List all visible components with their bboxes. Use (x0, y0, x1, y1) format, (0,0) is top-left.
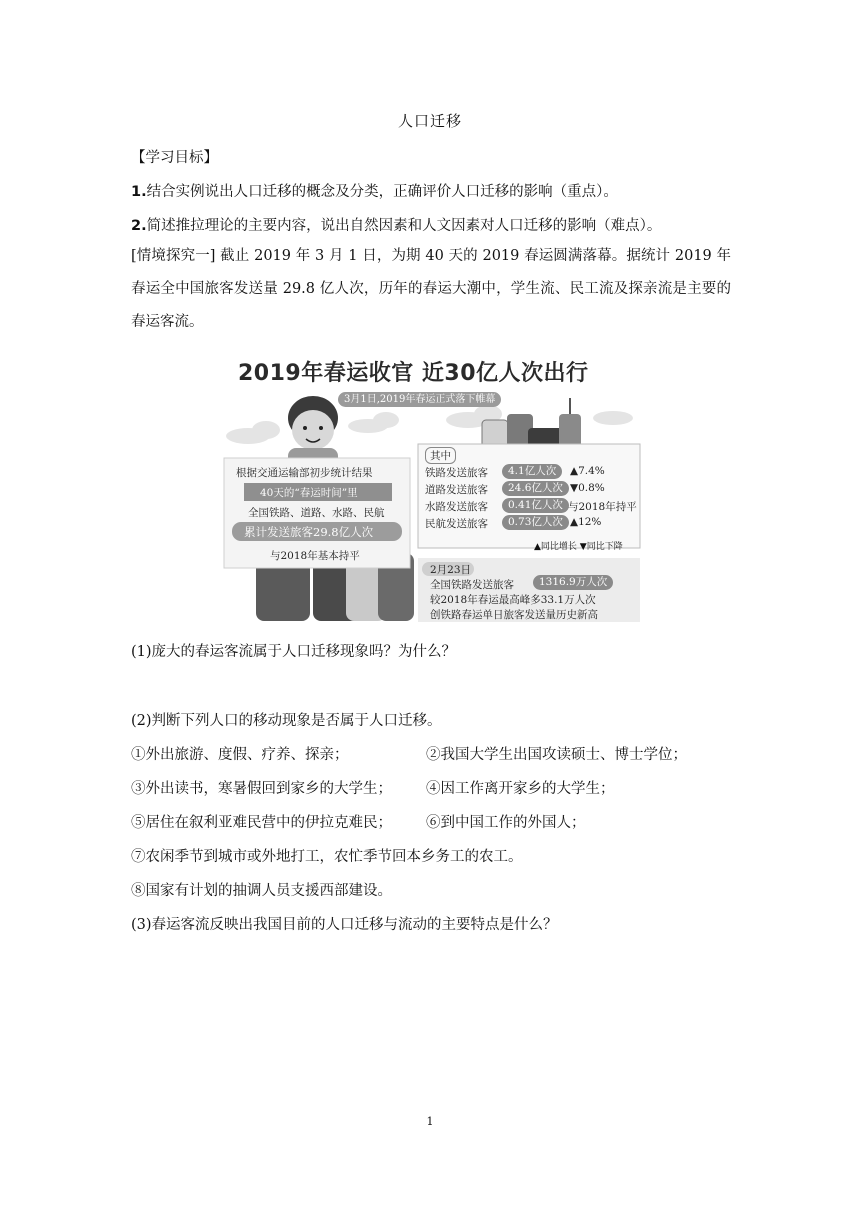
date-line-1-label: 全国铁路发送旅客 (430, 579, 514, 591)
water-value: 0.41亿人次 (502, 498, 569, 513)
question-2: (2)判断下列人口的移动现象是否属于人口迁移。 (131, 713, 442, 729)
page-title: 人口迁移 (397, 112, 462, 130)
item-3: ③外出读书，寒暑假回到家乡的大学生； (131, 781, 392, 797)
item-1: ①外出旅游、度假、疗养、探亲； (131, 747, 349, 763)
infographic-headline: 2019年春运收官 近30亿人次出行 (238, 361, 589, 386)
left-line-1: 根据交通运输部初步统计结果 (236, 467, 373, 479)
air-value: 0.73亿人次 (502, 515, 569, 530)
road-label: 道路发送旅客 (425, 484, 488, 496)
legend: ▲同比增长 ▼同比下降 (534, 542, 623, 552)
left-line-4: 累计发送旅客29.8亿人次 (244, 525, 374, 539)
date-line-1-value: 1316.9万人次 (533, 575, 613, 590)
objectives-header: 【学习目标】 (131, 150, 218, 166)
among-label: 其中 (425, 447, 456, 464)
scenario-paragraph: [情境探究一] 截止 2019 年 3 月 1 日，为期 40 天的 2019 春运圆满落幕。据统计 2019 年春运全中国旅客发送量 29.8 亿人次，历年的春运大潮中，学生流、民工流及探亲流是主要的春运客流。 (131, 248, 731, 330)
rail-label: 铁路发送旅客 (425, 467, 488, 479)
item-6: ⑥到中国工作的外国人； (426, 815, 586, 831)
air-change: ▲12% (570, 516, 602, 528)
item-2: ②我国大学生出国攻读硕士、博士学位； (426, 747, 687, 763)
objective-2 (131, 214, 661, 235)
item-7: ⑦农闲季节到城市或外地打工，农忙季节回本乡务工的农工。 (131, 849, 523, 865)
objective-number: 2. (131, 218, 147, 234)
left-line-5: 与2018年基本持平 (270, 550, 360, 562)
rail-value: 4.1亿人次 (502, 464, 562, 479)
water-change: 与2018年持平 (568, 501, 637, 513)
infographic-banner: 3月1日,2019年春运正式落下帷幕 (338, 392, 501, 407)
objective-number: 1. (131, 184, 147, 200)
spring-festival-infographic (218, 348, 648, 623)
date-label: 2月23日 (430, 564, 472, 576)
objective-text: 简述推拉理论的主要内容，说出自然因素和人文因素对人口迁移的影响（难点）。 (146, 218, 662, 234)
water-label: 水路发送旅客 (425, 501, 488, 513)
rail-change: ▲7.4% (570, 465, 605, 477)
air-label: 民航发送旅客 (425, 518, 488, 530)
question-1: (1)庞大的春运客流属于人口迁移现象吗？为什么？ (131, 644, 457, 660)
page-number: 1 (426, 1115, 434, 1128)
left-line-2: 40天的“春运时间”里 (260, 487, 358, 499)
objective-text: 结合实例说出人口迁移的概念及分类，正确评价人口迁移的影响（重点）。 (146, 184, 618, 200)
item-5: ⑤居住在叙利亚难民营中的伊拉克难民； (131, 815, 392, 831)
objective-1 (131, 180, 618, 201)
date-line-3: 创铁路春运单日旅客发送量历史新高 (430, 609, 598, 621)
question-3: (3)春运客流反映出我国目前的人口迁移与流动的主要特点是什么？ (131, 917, 558, 933)
date-line-2: 较2018年春运最高峰多33.1万人次 (430, 594, 596, 606)
item-4: ④因工作离开家乡的大学生； (426, 781, 615, 797)
road-value: 24.6亿人次 (502, 481, 569, 496)
item-8: ⑧国家有计划的抽调人员支援西部建设。 (131, 883, 392, 899)
left-line-3: 全国铁路、道路、水路、民航 (248, 507, 385, 519)
road-change: ▼0.8% (570, 482, 605, 494)
